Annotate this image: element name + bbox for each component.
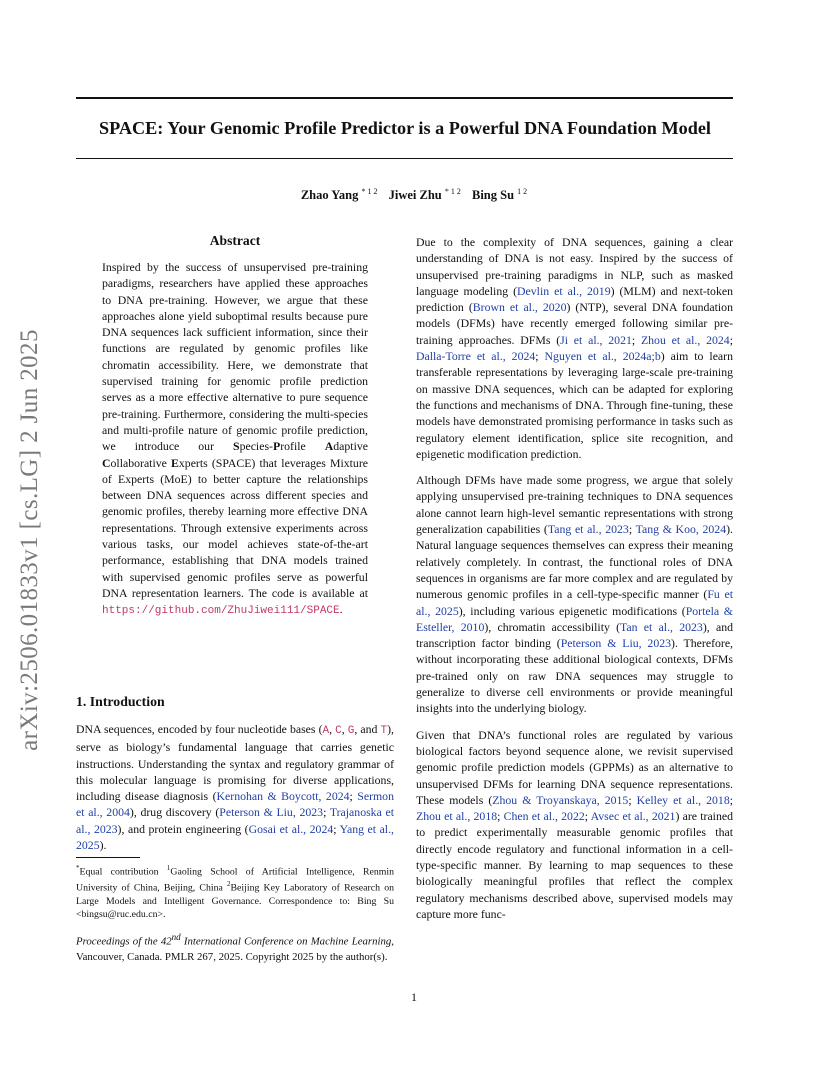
text-span: Due to the complexity of DNA sequences, gaining a clear understanding of DNA is not easy. Inspired by the success of unsupervised pre-training paradigms in NLP, such as masked language modeling ( [416, 235, 733, 298]
text-span: xperts (SPACE) that leverages Mixture of Experts (MoE) to better capture the relationships between DNA sequences across different species and genomic profiles, thereby learning more effective DNA representations. Through extensive experiments across various tasks, our model achieves state-of-the-art performance, establishing that DNA models trained with supervised genomic profiles serve as powerful DNA representation learners. The code is available at [102, 455, 368, 600]
text-span: Beijing Key Laboratory of Research on Large Models and Intelligent Governance. Correspondence to: Bing Su <bingsu@ruc.edu.cn>. [76, 882, 394, 920]
author-affiliation-marks: * 1 2 [444, 187, 461, 196]
text-span: ), drug discovery ( [129, 805, 220, 820]
text-span: ), chromatin accessibility ( [484, 619, 621, 634]
title-top-rule [76, 97, 733, 99]
footnote-rule [76, 857, 140, 858]
citation-link[interactable]: Tang & Koo, 2024 [635, 522, 727, 537]
citation-link[interactable]: Sermon et al., 2004 [76, 789, 394, 820]
right-column [416, 234, 733, 932]
citation-link[interactable]: Tan et al., 2023 [620, 619, 703, 634]
text-span: daptive [333, 439, 368, 454]
text-span: ). Therefore, without incorporating these additional biological contexts, DFMs pre-trained only on raw DNA sequences may struggle to generalize to diverse cell environments or provide meaningful insights into the underlying biology. [416, 636, 734, 716]
citation-link[interactable]: Peterson & Liu, 2023 [560, 636, 672, 651]
body-paragraph [416, 234, 733, 462]
abstract-heading: Abstract [209, 233, 261, 248]
citation-link[interactable]: Chen et al., 2022 [503, 809, 585, 824]
superscript: * [76, 864, 80, 872]
code-span: T [380, 725, 388, 737]
text-span: , Vancouver, Canada. PMLR 267, 2025. Copyright 2025 by the author(s). [76, 935, 394, 963]
text-span: ) (MLM) and next-token prediction ( [416, 283, 733, 315]
text-span: ; [323, 805, 330, 820]
citation-link[interactable]: Kernohan & Boycott, 2024 [216, 789, 350, 804]
abstract-body [102, 259, 368, 630]
author-3 [472, 188, 527, 202]
text-span: ) are trained to predict experimentally measurable genomic profiles that directly encode regulatory and functional information in a cell-type-specific manner. By learning to map sequences to these biologically meaningful profiles that reflect the complex regulatory mechanisms described above, supervised models may capture more func- [416, 809, 733, 921]
text-span: ollaborative [110, 455, 172, 470]
text-span: ) aim to learn transferable representations by leveraging large-scale pre-training on massive DNA sequences, which can be adapted for exploring the functions and mechanisms of DNA. Through fine-tuning, these models have demonstrated promising performance in tasks such as regulatory element identification, splice site recognition, and epigenetic modification prediction. [416, 349, 733, 461]
text-span: Gaoling School of Artificial Intelligence, Renmin University of China, Beijing, China [76, 866, 395, 894]
citation-link[interactable]: Gosai et al., 2024 [248, 821, 334, 836]
author-1 [301, 188, 378, 202]
bold-letter: S [233, 439, 240, 454]
text-span: , and [354, 722, 381, 736]
author-name: Jiwei Zhu [388, 188, 442, 202]
citation-link[interactable]: Ji et al., 2021 [560, 332, 632, 347]
text-span: 42 [160, 935, 172, 948]
text-span: ), serve as biology’s fundamental language that carries genetic instructions. Understanding the syntax and regulatory grammar of this molecular language is promising for diverse applications, including disease diagnosis ( [76, 722, 394, 804]
text-span: ; [628, 792, 637, 807]
superscript: nd [171, 932, 181, 942]
citation-link[interactable]: Portela & Esteller, 2010 [416, 603, 733, 634]
arxiv-stamp [0, 310, 60, 770]
text-span: rofile [280, 439, 325, 454]
citation-link[interactable]: Devlin et al., 2019 [517, 283, 611, 298]
text-span: DNA sequences, encoded by four nucleotide bases ( [76, 722, 323, 736]
introduction-body [76, 721, 394, 863]
text-span: ; [333, 821, 340, 836]
text-span: ; [349, 789, 358, 804]
citation-link[interactable]: Dalla-Torre et al., 2024 [416, 349, 536, 364]
text-span: , [329, 722, 336, 736]
text-span: ). Natural language sequences themselves can express their meaning relatively completely. In contrast, the functional roles of DNA sequences in organisms are far more complex and are regulated by numerous genomic profiles in a cell-type-specific manner ( [416, 522, 733, 602]
text-span: ). [99, 838, 107, 853]
code-span: C [335, 725, 342, 737]
bold-letter: E [171, 455, 179, 470]
bold-letter: A [324, 439, 334, 454]
bold-letter: C [102, 455, 111, 470]
text-span: . [339, 602, 343, 617]
citation-link[interactable]: Brown et al., 2020 [472, 300, 567, 315]
text-span: Inspired by the success of unsupervised pre-training paradigms, researchers have applied these approaches to DNA pre-training. However, we argue that these approaches alone yield suboptimal results because pure DNA sequences lack sufficient information, since their functions are regulated by genomic profiles like chromatin accessibility. Here, we demonstrate that supervised training for genomic profile prediction serves as a more effective alternative to pure sequence pre-training. Furthermore, considering the multi-species and multi-profile nature of genomic profile prediction, we introduce our [102, 260, 368, 454]
text-span: ; [628, 522, 636, 537]
introduction-heading: 1. Introduction [76, 694, 165, 709]
text-span: pecies- [239, 439, 273, 454]
text-span: International Conference on Machine Learning [180, 935, 392, 948]
citation-link[interactable]: Nguyen et al., 2024a;b [544, 349, 661, 364]
text-span: Given that DNA’s functional roles are regulated by various biological factors beyond sequence alone, we revisit supervised genomic profile prediction models (GPPMs) as an alternative to unsupervised DFMs for learning DNA sequence representations. These models ( [416, 727, 733, 807]
citation-link[interactable]: Avsec et al., 2021 [590, 809, 676, 824]
arxiv-stamp-text: arXiv:2506.01833v1 [cs.LG] 2 Jun 2025 [16, 329, 43, 751]
text-span: ; [729, 792, 734, 807]
text-span: Equal contribution [79, 866, 167, 878]
bold-letter: P [272, 439, 281, 454]
introduction-paragraph [76, 721, 394, 853]
author-name: Zhao Yang [300, 188, 359, 202]
superscript: 2 [227, 880, 231, 889]
body-paragraph [416, 472, 733, 716]
text-span: , [341, 722, 348, 736]
affiliation-footnote [76, 862, 394, 921]
code-span: https://github.com/ZhuJiwei111/SPACE [102, 605, 340, 618]
code-span: G [347, 725, 355, 737]
citation-link[interactable]: Zhou et al., 2018 [416, 809, 498, 824]
code-span: A [322, 725, 330, 737]
text-span: ), including various epigenetic modifications ( [458, 603, 686, 618]
paper-title: SPACE: Your Genomic Profile Predictor is a Powerful DNA Foundation Model [99, 118, 711, 138]
citation-link[interactable]: Peterson & Liu, 2023 [219, 805, 324, 820]
author-list [0, 187, 828, 203]
page-number: 1 [411, 990, 417, 1004]
citation-link[interactable]: Zhou & Troyanskaya, 2015 [492, 792, 629, 807]
author-affiliation-marks: 1 2 [517, 187, 528, 196]
author-name: Bing Su [472, 188, 515, 202]
text-span: ; [631, 332, 641, 347]
abstract-paragraph [102, 259, 368, 620]
text-span: ; [497, 809, 504, 824]
citation-link[interactable]: Zhou et al., 2024 [640, 332, 730, 347]
text-span: ; [535, 349, 545, 364]
title-bottom-rule [76, 158, 733, 159]
text-span: ), and protein engineering ( [117, 821, 249, 836]
citation-link[interactable]: Tang et al., 2023 [547, 522, 629, 537]
text-span: ) (NTP), several DNA foundation models (DFMs) have recently emerged following similar pre-training approaches. DFMs ( [416, 300, 733, 347]
superscript: 1 [166, 864, 171, 872]
citation-link[interactable]: Kelley et al., 2018 [636, 792, 730, 807]
body-paragraph [416, 727, 733, 923]
citation-link[interactable]: Yang et al., 2025 [76, 821, 394, 853]
author-affiliation-marks: * 1 2 [361, 187, 378, 196]
text-span: ), and transcription factor binding ( [416, 619, 733, 651]
text-span: Although DFMs have made some progress, we argue that solely applying unsupervised pre-training techniques to DNA sequences alone cannot learn high-level semantic representations with strong generalization capabilities ( [416, 473, 733, 537]
text-span: Proceedings of the [76, 935, 161, 948]
text-span: ; [584, 809, 591, 824]
citation-link[interactable]: Fu et al., 2025 [416, 587, 733, 618]
proceedings-note [76, 930, 394, 965]
citation-link[interactable]: Trajanoska et al., 2023 [76, 805, 395, 836]
author-2 [389, 188, 461, 202]
text-span: ; [729, 332, 733, 347]
